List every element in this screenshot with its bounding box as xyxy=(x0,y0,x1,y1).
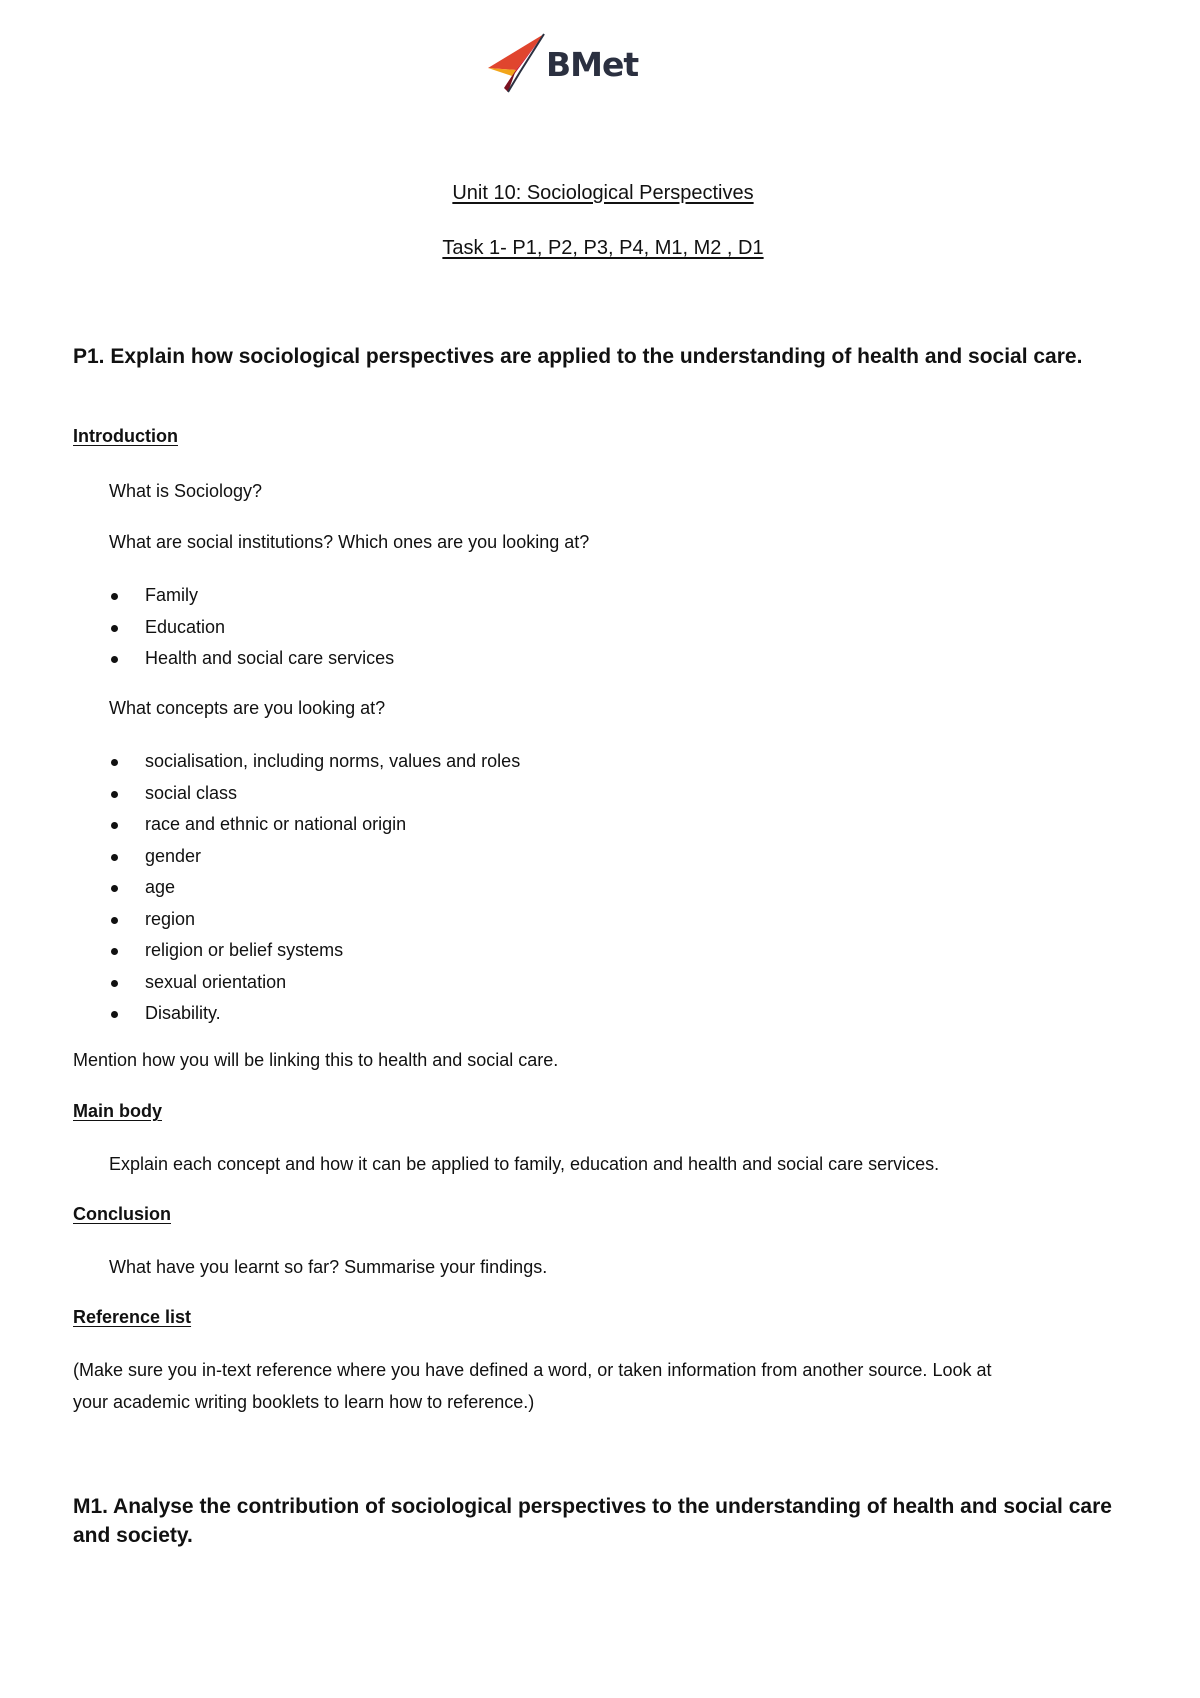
m1-heading-line-2: and society. xyxy=(73,1524,193,1547)
list-item: Health and social care services xyxy=(109,643,394,675)
reference-list-label: Reference list xyxy=(73,1307,192,1327)
concepts-list xyxy=(109,746,520,1030)
bmet-logo xyxy=(482,32,638,94)
question-institutions: What are social institutions? Which ones are you looking at? xyxy=(109,532,590,552)
conclusion-label: Conclusion xyxy=(73,1204,171,1224)
reference-text-line-1: (Make sure you in-text reference where you have defined a word, or taken information from another source. Look at xyxy=(73,1360,992,1380)
list-item: age xyxy=(109,872,520,904)
m1-heading-line-1: M1. Analyse the contribution of sociological perspectives to the understanding of health and social care xyxy=(73,1495,1112,1518)
unit-title: Unit 10: Sociological Perspectives xyxy=(452,182,754,204)
list-item: socialisation, including norms, values and roles xyxy=(109,746,520,778)
list-item: Disability. xyxy=(109,998,520,1030)
list-item: Education xyxy=(109,612,394,644)
institutions-list xyxy=(109,580,394,675)
task-title: Task 1- P1, P2, P3, P4, M1, M2 , D1 xyxy=(442,237,764,259)
mention-text: Mention how you will be linking this to health and social care. xyxy=(73,1050,559,1070)
list-item: sexual orientation xyxy=(109,967,520,999)
main-body-text: Explain each concept and how it can be applied to family, education and health and social care services. xyxy=(109,1154,940,1174)
list-item: religion or belief systems xyxy=(109,935,520,967)
list-item: Family xyxy=(109,580,394,612)
list-item: race and ethnic or national origin xyxy=(109,809,520,841)
question-sociology: What is Sociology? xyxy=(109,481,263,501)
p1-heading: P1. Explain how sociological perspectives are applied to the understanding of health and social care. xyxy=(73,345,1083,368)
main-body-label: Main body xyxy=(73,1101,162,1121)
brand-name: BMet xyxy=(546,44,639,84)
question-concepts: What concepts are you looking at? xyxy=(109,698,386,718)
conclusion-text: What have you learnt so far? Summarise your findings. xyxy=(109,1257,548,1277)
list-item: gender xyxy=(109,841,520,873)
list-item: social class xyxy=(109,778,520,810)
reference-text-line-2: your academic writing booklets to learn how to reference.) xyxy=(73,1392,535,1412)
bmet-arrow-icon xyxy=(482,32,552,94)
introduction-label: Introduction xyxy=(73,426,178,446)
list-item: region xyxy=(109,904,520,936)
